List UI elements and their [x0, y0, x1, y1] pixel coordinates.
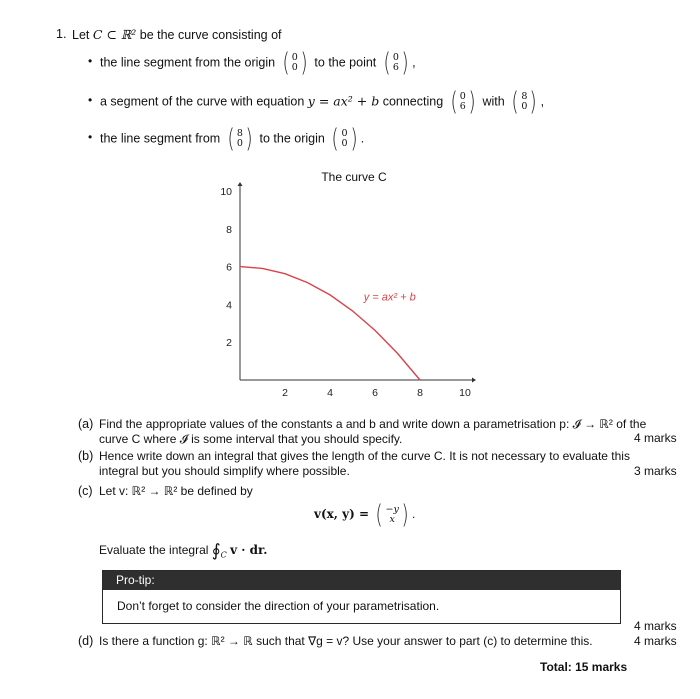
column-vector: ( −y x )	[375, 500, 409, 530]
y-tick-label: 2	[226, 337, 232, 350]
column-vector: ( 0 0 )	[282, 48, 308, 78]
x-tick-label: 4	[327, 387, 333, 399]
part-a-text-line1: Find the appropriate values of the constants a and b and write down a parametrisation p: 𝓘 → ℝ² of the	[99, 417, 647, 431]
part-b-marks: 3 marks	[634, 464, 677, 478]
part-b-text-line1: Hence write down an integral that gives the length of the curve C. It is not necessary to evaluate this	[99, 449, 630, 463]
column-vector: ( 8 0 )	[511, 87, 538, 117]
contour-integral-symbol: ∮	[211, 541, 221, 561]
part-c-text: Let v: ℝ² → ℝ² be defined by	[99, 484, 253, 498]
part-d-text: Is there a function g: ℝ² → ℝ such that ∇g = v? Use your answer to part (c) to determine this.	[99, 634, 593, 648]
x-tick-label: 2	[282, 387, 288, 399]
bullet-item-3: the line segment from ( 8 0 ) to the origin ( 0 0 ) .	[100, 124, 365, 154]
evaluate-integral-text: Evaluate the integral $∮_C$ v · dr.	[99, 541, 268, 561]
protip-body: Don’t forget to consider the direction of your parametrisation.	[117, 599, 440, 613]
part-b-text-line2: integral but you should simplify where possible.	[99, 464, 350, 478]
bullet-marker: •	[88, 130, 93, 144]
x-axis-arrow	[472, 378, 476, 383]
y-tick-label: 4	[226, 299, 232, 312]
part-c-label: (c)	[78, 484, 93, 498]
bullet-marker: •	[88, 54, 93, 68]
bullet-marker: •	[88, 93, 93, 107]
bullet-item-2: a segment of the curve with equation y = ax² + b connecting ( 0 6 ) with ( 8 0 ) ,	[100, 87, 545, 117]
x-tick-label: 6	[372, 387, 378, 399]
part-c-marks: 4 marks	[634, 619, 677, 633]
column-vector: ( 0 6 )	[450, 87, 476, 117]
vector-field-formula: v(x, y) = ( −y x ) .	[314, 500, 416, 530]
chart-ticks	[220, 186, 471, 399]
column-vector: ( 0 0 )	[331, 124, 358, 154]
part-d-marks: 4 marks	[634, 634, 677, 648]
part-d-label: (d)	[78, 634, 94, 648]
chart-title: The curve C	[321, 170, 387, 184]
chart-series	[240, 267, 420, 380]
total-marks: Total: 15 marks	[540, 660, 628, 674]
column-vector: ( 8 0 )	[227, 124, 253, 154]
bullet-item-1: the line segment from the origin ( 0 0 ) to the point ( 0 6 ) ,	[100, 48, 416, 78]
chart-axes	[238, 182, 477, 383]
protip-box	[102, 570, 621, 624]
x-tick-label: 8	[417, 387, 423, 399]
y-tick-label: 8	[226, 223, 232, 236]
part-a-marks: 4 marks	[634, 431, 677, 445]
curve-line	[240, 267, 420, 380]
y-tick-label: 6	[226, 261, 232, 274]
part-b-label: (b)	[78, 449, 94, 463]
column-vector: ( 0 6 )	[383, 48, 409, 78]
part-a-label: (a)	[78, 417, 94, 431]
curve-equation-label: y = ax² + b	[363, 291, 416, 304]
question-number: 1.	[56, 27, 67, 41]
y-axis-arrow	[238, 182, 243, 186]
y-tick-label: 10	[220, 186, 232, 198]
protip-title: Pro-tip:	[103, 571, 620, 590]
question-intro: Let C ⊂ ℝ² be the curve consisting of	[72, 27, 282, 42]
x-tick-label: 10	[459, 387, 471, 399]
part-a-text-line2: curve C where 𝓘 is some interval that you should specify.	[99, 432, 403, 446]
